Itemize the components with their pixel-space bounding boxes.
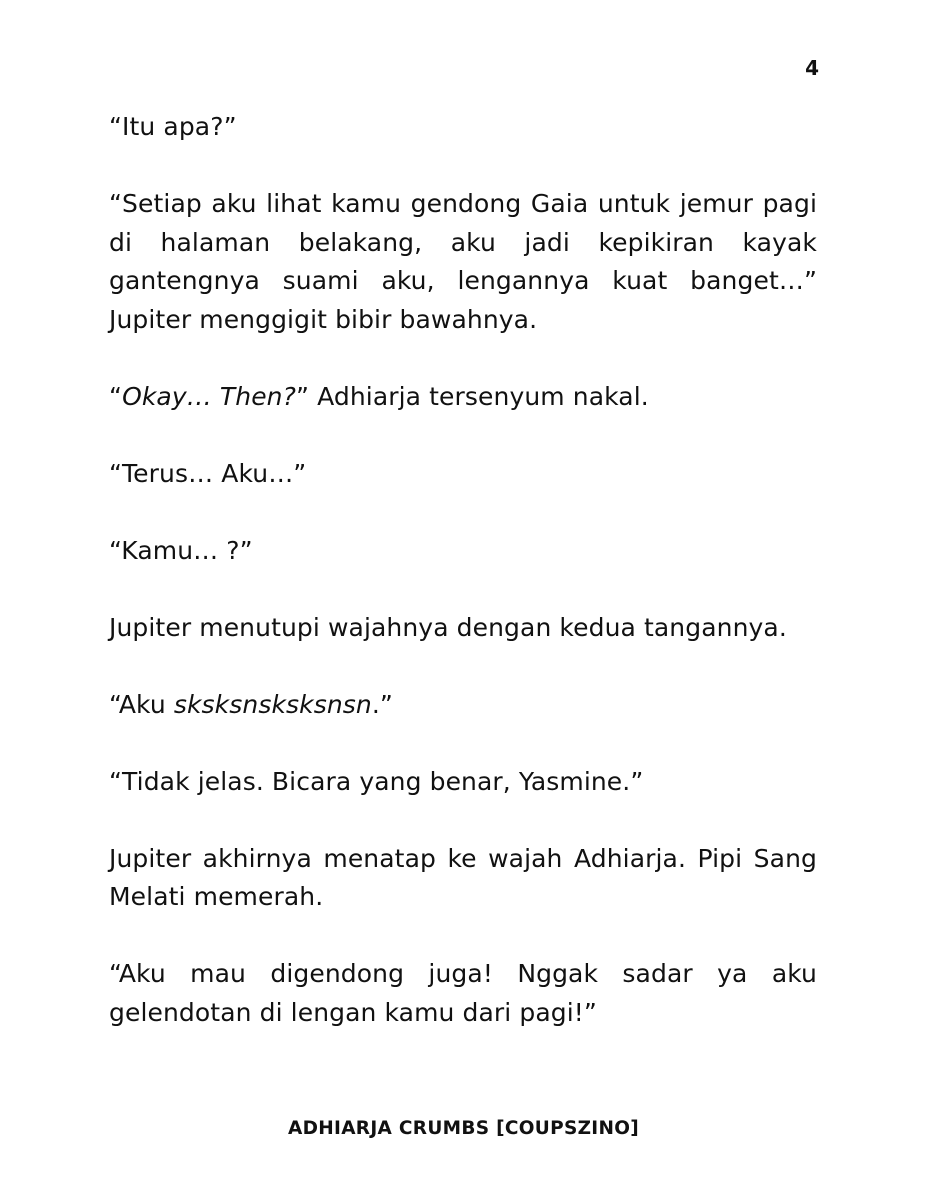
paragraph-6: Jupiter menutupi wajahnya dengan kedua tangannya. xyxy=(109,612,787,642)
paragraph-7-open: “Aku xyxy=(109,689,174,719)
paragraph-5: “Kamu… ?” xyxy=(109,535,253,565)
italic-phrase: sksksnsksksnsn xyxy=(173,689,372,719)
page-body xyxy=(109,108,817,1071)
open-quote: “ xyxy=(109,381,123,411)
italic-phrase: Okay… Then? xyxy=(122,381,296,411)
paragraph-2: “Setiap aku lihat kamu gendong Gaia untuk jemur pagi di halaman belakang, aku jadi kepikiran kayak gantengnya suami aku, lengannya kuat banget…” Jupiter menggigit bibir bawahnya. xyxy=(109,189,817,334)
paragraph-3 xyxy=(109,378,817,417)
paragraph-7 xyxy=(109,686,817,725)
paragraph-1: “Itu apa?” xyxy=(109,112,237,141)
paragraph-8: “Tidak jelas. Bicara yang benar, Yasmine.” xyxy=(109,766,644,796)
page-number: 4 xyxy=(805,56,819,80)
paragraph-4: “Terus… Aku…” xyxy=(109,458,307,488)
footer-title: ADHIARJA CRUMBS [COUPSZINO] xyxy=(287,1118,640,1139)
paragraph-3-rest: ” Adhiarja tersenyum nakal. xyxy=(296,381,649,411)
paragraph-7-rest: .” xyxy=(371,689,393,719)
paragraph-10: “Aku mau digendong juga! Nggak sadar ya aku gelendotan di lengan kamu dari pagi!” xyxy=(109,959,817,1027)
paragraph-9: Jupiter akhirnya menatap ke wajah Adhiarja. Pipi Sang Melati memerah. xyxy=(109,843,817,911)
